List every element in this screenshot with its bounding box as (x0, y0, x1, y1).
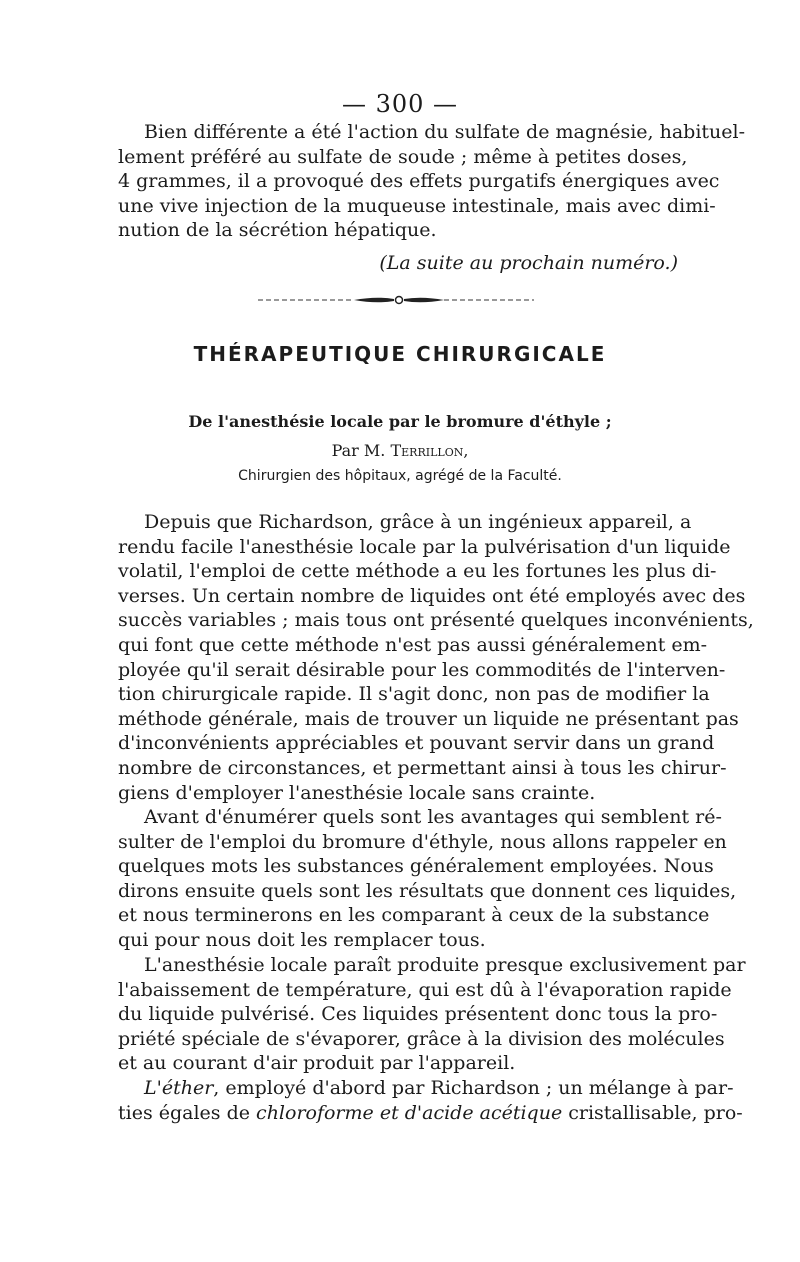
page-number: — 300 — (341, 90, 459, 118)
text-fragment: ties égales de (118, 1101, 257, 1124)
text-line: méthode générale, mais de trouver un liquide ne présentant pas (118, 707, 739, 730)
text-line: giens d'employer l'anesthésie locale sans crainte. (118, 781, 596, 804)
text-line: rendu facile l'anesthésie locale par la pulvérisation d'un liquide (118, 535, 731, 558)
text-line: nution de la sécrétion hépatique. (118, 219, 437, 242)
text-line: quelques mots les substances généralement employées. Nous (118, 855, 714, 878)
text-line: priété spéciale de s'évaporer, grâce à la division des molécules (118, 1027, 725, 1050)
author-line (0, 441, 800, 460)
divider-ornament (258, 293, 534, 307)
term-chloroform: chloroforme (256, 1101, 374, 1124)
text-line: ployée qu'il serait désirable pour les commodités de l'interven- (118, 658, 726, 681)
text-line: tion chirurgicale rapide. Il s'agit donc, non pas de modifier la (118, 683, 710, 706)
author-name: Terrillon, (390, 441, 469, 460)
text-line: nombre de circonstances, et permettant ainsi à tous les chirur- (118, 756, 727, 779)
term-acetic-acid: d'acide acétique (404, 1101, 563, 1124)
intro-paragraph (118, 120, 746, 243)
text-line: une vive injection de la muqueuse intestinale, mais avec dimi- (118, 194, 716, 217)
section-title: THÉRAPEUTIQUE CHIRURGICALE (193, 342, 607, 366)
text-line: Depuis que Richardson, grâce à un ingénieux appareil, a (144, 511, 692, 533)
text-fragment: , employé d'abord par Richardson ; un mélange à par- (213, 1077, 734, 1099)
text-line: sulter de l'emploi du bromure d'éthyle, nous allons rappeler en (118, 830, 727, 853)
text-line: du liquide pulvérisé. Ces liquides présentent donc tous la pro- (118, 1003, 718, 1026)
text-line (118, 1076, 734, 1101)
text-line: et nous terminerons en les comparant à ceux de la substance (118, 904, 710, 927)
text-fragment: et (373, 1101, 405, 1124)
text-line: et au courant d'air produit par l'appareil. (118, 1052, 516, 1075)
text-line: l'abaissement de température, qui est dû à l'évaporation rapide (118, 978, 732, 1001)
text-line: Bien différente a été l'action du sulfate de magnésie, habituel- (144, 121, 746, 143)
author-prefix: Par M. (331, 441, 386, 460)
text-line: succès variables ; mais tous ont présenté quelques inconvénients, (118, 609, 754, 632)
text-line: 4 grammes, il a provoqué des effets purgatifs énergiques avec (118, 170, 720, 193)
body-paragraph-3 (118, 953, 746, 1076)
text-line: lement préféré au sulfate de soude ; même à petites doses, (118, 145, 688, 168)
text-line: verses. Un certain nombre de liquides ont été employés avec des (118, 584, 746, 607)
text-line: volatil, l'emploi de cette méthode a eu les fortunes les plus di- (118, 560, 717, 583)
text-line: dirons ensuite quels sont les résultats que donnent ces liquides, (118, 879, 737, 902)
author-title: Chirurgien des hôpitaux, agrégé de la Faculté. (238, 468, 562, 484)
term-ether: L'éther (144, 1077, 214, 1099)
continuation-note: (La suite au prochain numéro.) (379, 252, 678, 274)
text-line: qui font que cette méthode n'est pas aussi généralement em- (118, 633, 708, 656)
text-fragment: cristallisable, pro- (562, 1101, 743, 1124)
body-paragraph-2 (118, 805, 737, 953)
text-line: L'anesthésie locale paraît produite presque exclusivement par (144, 954, 746, 976)
text-line: d'inconvénients appréciables et pouvant servir dans un grand (118, 732, 715, 755)
text-line (118, 1101, 743, 1126)
article-title: De l'anesthésie locale par le bromure d'éthyle ; (188, 412, 612, 431)
body-paragraph-4 (118, 1076, 743, 1125)
text-line: Avant d'énumérer quels sont les avantages qui semblent ré- (144, 806, 722, 828)
body-paragraph-1 (118, 510, 754, 805)
text-line: qui pour nous doit les remplacer tous. (118, 928, 486, 951)
